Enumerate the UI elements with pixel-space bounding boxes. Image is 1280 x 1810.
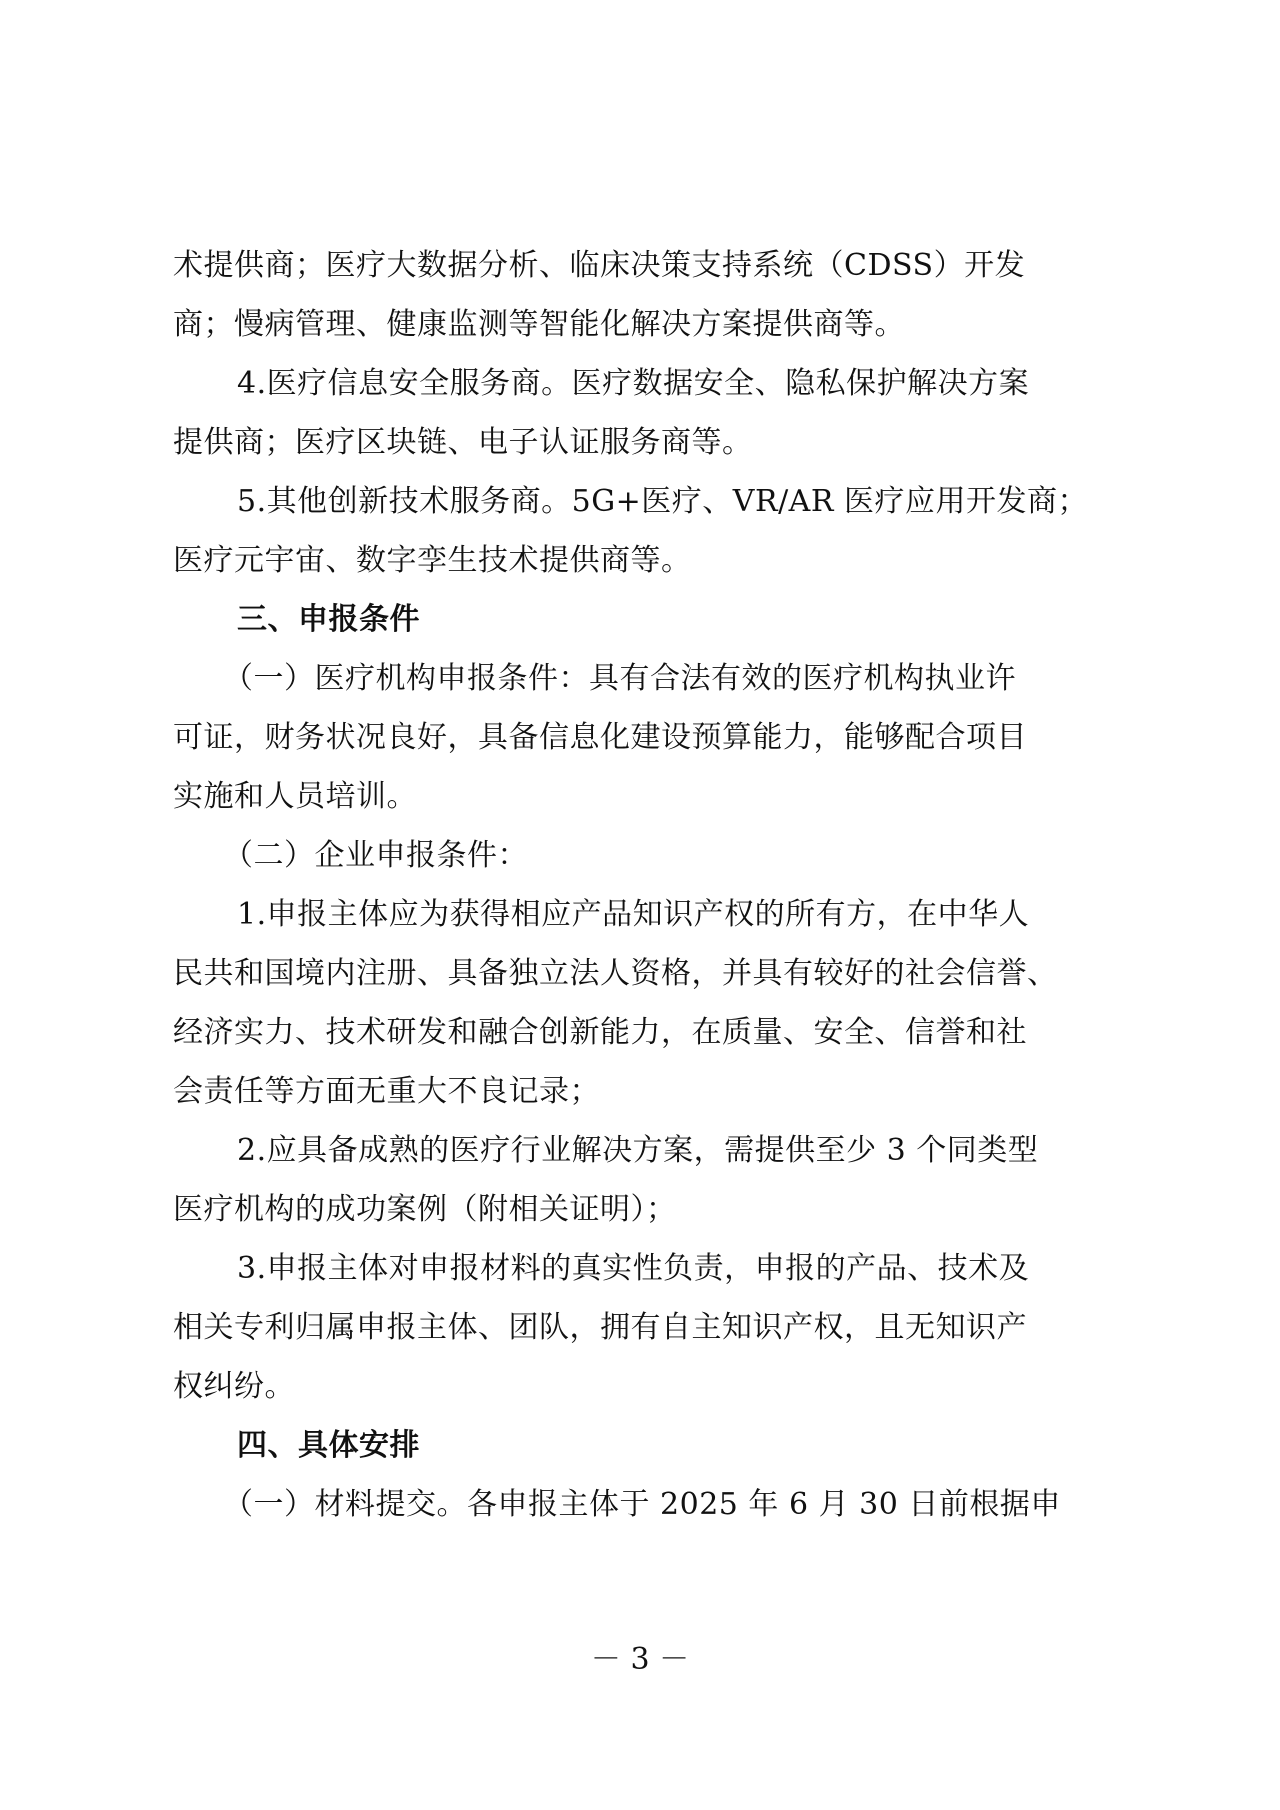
text-line: 权纠纷。 — [173, 1369, 295, 1404]
text-line: 会责任等方面无重大不良记录； — [173, 1074, 600, 1109]
section-heading: 四、具体安排 — [237, 1428, 420, 1463]
subsection-heading: （二）企业申报条件： — [223, 838, 528, 873]
text-line: 术提供商；医疗大数据分析、临床决策支持系统（CDSS）开发 — [173, 248, 1026, 283]
text-line: 可证，财务状况良好，具备信息化建设预算能力，能够配合项目 — [173, 720, 1027, 755]
text-line: 民共和国境内注册、具备独立法人资格，并具有较好的社会信誉、 — [173, 956, 1058, 991]
paragraph-start: 2.应具备成熟的医疗行业解决方案，需提供至少 3 个同类型 — [237, 1133, 1039, 1168]
paragraph-start: （一）医疗机构申报条件：具有合法有效的医疗机构执业许 — [223, 661, 1016, 696]
document-body — [173, 236, 1117, 1534]
page-number: － 3 － — [590, 1642, 690, 1677]
section-heading: 三、申报条件 — [237, 602, 420, 637]
paragraph-start: 1.申报主体应为获得相应产品知识产权的所有方，在中华人 — [237, 897, 1030, 932]
paragraph-start: 3.申报主体对申报材料的真实性负责，申报的产品、技术及 — [237, 1251, 1030, 1286]
text-line: 医疗机构的成功案例（附相关证明）； — [173, 1192, 677, 1227]
text-line: 提供商；医疗区块链、电子认证服务商等。 — [173, 425, 753, 460]
text-line: 商；慢病管理、健康监测等智能化解决方案提供商等。 — [173, 307, 905, 342]
paragraph-start: 4.医疗信息安全服务商。医疗数据安全、隐私保护解决方案 — [237, 366, 1030, 401]
text-line: 实施和人员培训。 — [173, 779, 417, 814]
paragraph-start: 5.其他创新技术服务商。5G+医疗、VR/AR 医疗应用开发商； — [237, 484, 1088, 519]
text-line: 医疗元宇宙、数字孪生技术提供商等。 — [173, 543, 692, 578]
paragraph-start: （一）材料提交。各申报主体于 2025 年 6 月 30 日前根据申 — [223, 1487, 1061, 1522]
text-line: 经济实力、技术研发和融合创新能力，在质量、安全、信誉和社 — [173, 1015, 1027, 1050]
text-line: 相关专利归属申报主体、团队，拥有自主知识产权，且无知识产 — [173, 1310, 1027, 1345]
